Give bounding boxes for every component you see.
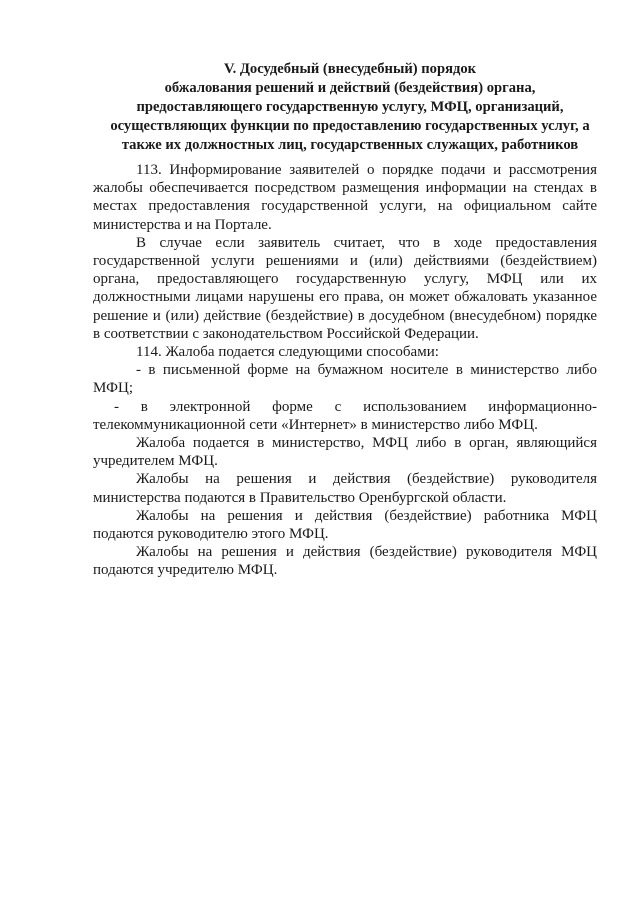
paragraph-114: 114. Жалоба подается следующими способами: (136, 344, 439, 361)
heading-line: обжалования решений и действий (бездействия) органа, (164, 80, 536, 96)
paragraph-complaint-destination: Жалоба подается в министерство, МФЦ либо в орган, являющийся учредителем МФЦ. (93, 435, 597, 470)
document-body (93, 161, 597, 580)
paragraph-113: 113. Информирование заявителей о порядке подачи и рассмотрения жалобы обеспечивается посредством размещения информации на стендах в местах предоставления государственной услуги, на официальном сайте министерства и на Портале. (93, 162, 597, 233)
heading-line: также их должностных лиц, государственных служащих, работников (121, 137, 579, 153)
heading-line: осуществляющих функции по предоставлению государственных услуг, а (110, 118, 590, 134)
paragraph-mfc-worker: Жалобы на решения и действия (бездействие) работника МФЦ подаются руководителю этого МФЦ. (93, 507, 597, 543)
list-item-paper-form: - в письменной форме на бумажном носителе в министерство либо МФЦ; (93, 362, 597, 397)
list-item-electronic-form: - в электронной форме с использованием информационно-телекоммуникационной сети «Интернет» в министерство либо МФЦ. (93, 398, 597, 433)
paragraph-ministry-head: Жалобы на решения и действия (бездействие) руководителя министерства подаются в Правительство Оренбургской области. (93, 471, 597, 506)
section-heading (80, 60, 620, 155)
paragraph-appeal-rights: В случае если заявитель считает, что в ходе предоставления государственной услуги решениями и (или) действиями (бездействием) органа, предоставляющего государственную услугу, МФЦ или их должностными лицами нарушены его права, он может обжаловать указанное решение и (или) действие (бездействие) в досудебном (внесудебном) порядке в соответствии с законодательством Российской Федерации. (93, 234, 597, 342)
heading-line: V. Досудебный (внесудебный) порядок (223, 61, 477, 77)
paragraph-mfc-head: Жалобы на решения и действия (бездействие) руководителя МФЦ подаются учредителю МФЦ. (93, 544, 597, 579)
heading-line: предоставляющего государственную услугу, МФЦ, организаций, (136, 99, 564, 115)
